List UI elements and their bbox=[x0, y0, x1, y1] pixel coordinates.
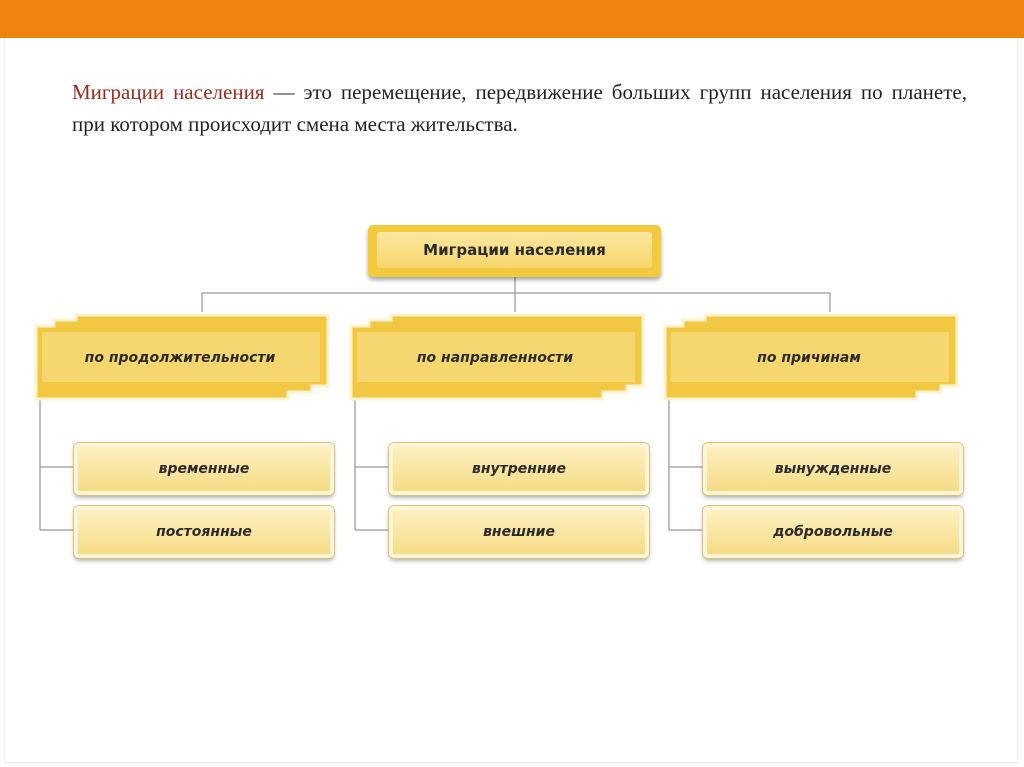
leaf-node bbox=[389, 506, 649, 558]
leaf-node bbox=[74, 443, 334, 495]
category-causes bbox=[655, 312, 963, 404]
leaf-label: постоянные bbox=[156, 524, 252, 540]
leaf-node bbox=[703, 506, 963, 558]
category-direction bbox=[341, 312, 649, 404]
category-duration bbox=[26, 312, 334, 404]
root-label: Миграции населения bbox=[423, 241, 606, 259]
leaf-node bbox=[389, 443, 649, 495]
root-node bbox=[368, 225, 661, 277]
leaf-node bbox=[74, 506, 334, 558]
category-label: по продолжительности bbox=[84, 350, 276, 366]
leaf-label: внешние bbox=[483, 524, 555, 540]
leaf-label: вынужденные bbox=[774, 461, 892, 477]
leaf-node bbox=[703, 443, 963, 495]
leaf-label: временные bbox=[158, 461, 250, 477]
category-label: по причинам bbox=[757, 350, 861, 366]
leaf-label: добровольные bbox=[773, 524, 893, 540]
definition-term: Миграции населения bbox=[72, 80, 265, 104]
category-label: по направленности bbox=[416, 350, 574, 366]
leaf-label: внутренние bbox=[472, 461, 566, 477]
definition-body: — это перемещение, передвижение больших групп населения по планете, при котором происходит смена места жительства. bbox=[72, 80, 967, 136]
